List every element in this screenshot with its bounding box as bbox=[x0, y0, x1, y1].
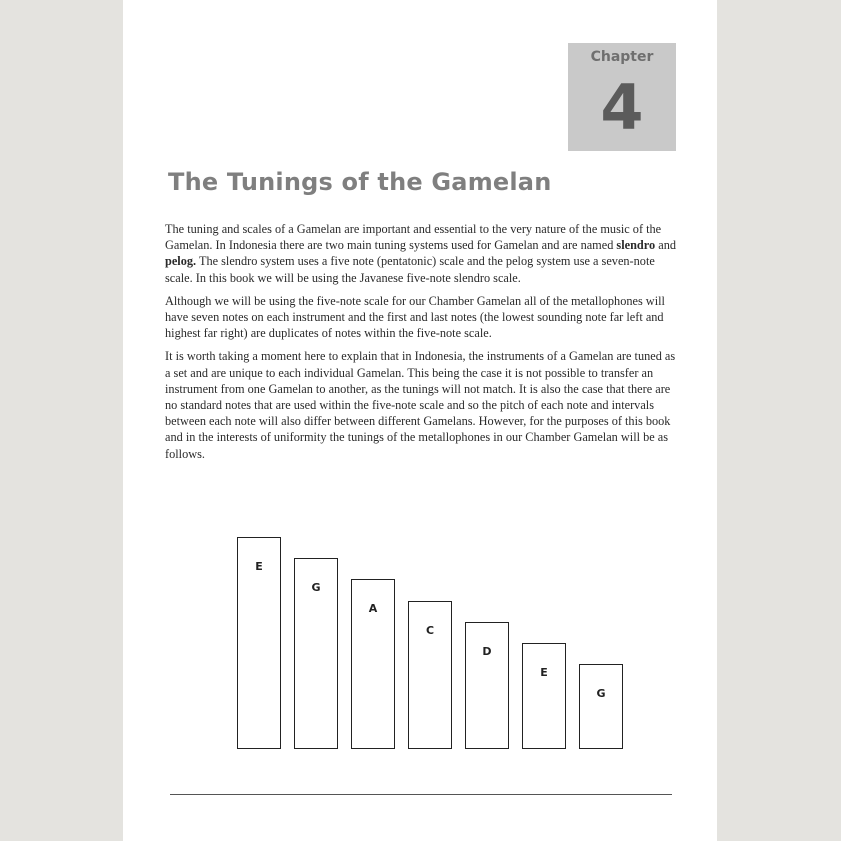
term-pelog: pelog. bbox=[165, 254, 197, 269]
metallophone-key-note: A bbox=[368, 602, 378, 616]
metallophone-key bbox=[351, 579, 395, 749]
metallophone-key-note: G bbox=[596, 687, 606, 701]
metallophone-key bbox=[522, 643, 566, 749]
metallophone-key-note: E bbox=[255, 560, 263, 573]
metallophone-key bbox=[237, 537, 281, 749]
book-page bbox=[123, 0, 717, 841]
chapter-number: 4 bbox=[600, 71, 644, 144]
metallophone-key-note: G bbox=[311, 581, 321, 595]
metallophone-key-note: E bbox=[540, 666, 548, 679]
footer-divider bbox=[170, 794, 672, 795]
paragraph-1-text-c: The slendro system uses a five note (pentatonic) scale and the pelog system use a seven-note scale. In this book we will be using the Javanese five-note slendro scale. bbox=[165, 254, 655, 285]
chapter-label: Chapter bbox=[590, 49, 654, 65]
metallophone-key bbox=[408, 601, 452, 749]
term-slendro: slendro bbox=[616, 238, 656, 253]
paragraph-1-text-b: and bbox=[655, 238, 676, 253]
metallophone-key-note: C bbox=[425, 623, 435, 637]
paragraph-2: Although we will be using the five-note scale for our Chamber Gamelan all of the metallophones will have seven notes on each instrument and the first and last notes (the lowest sounding note far left and highest far right) are duplicates of notes within the five-note scale. bbox=[165, 293, 665, 341]
chapter-title: The Tunings of the Gamelan bbox=[168, 168, 552, 196]
metallophone-key bbox=[579, 664, 623, 749]
metallophone-key bbox=[294, 558, 338, 749]
paragraph-3: It is worth taking a moment here to explain that in Indonesia, the instruments of a Gamelan are tuned as a set and are unique to each individual Gamelan. This being the case it is not possible to transfer an instrument from one Gamelan to another, as the tunings will not match. It is also the case that there are no standard notes that are used within the five-note scale and so the pitch of each note and intervals between each note will also differ between different Gamelans. However, for the purposes of this book and in the interests of uniformity the tunings of the metallophones in our Chamber Gamelan will be as follows. bbox=[165, 349, 676, 461]
metallophone-key-note: D bbox=[482, 644, 492, 658]
paragraph-1-text-a: The tuning and scales of a Gamelan are important and essential to the very nature of the music of the Gamelan. In Indonesia there are two main tuning systems used for Gamelan and are named bbox=[165, 222, 662, 253]
metallophone-diagram bbox=[123, 0, 717, 841]
metallophone-key bbox=[465, 622, 509, 749]
